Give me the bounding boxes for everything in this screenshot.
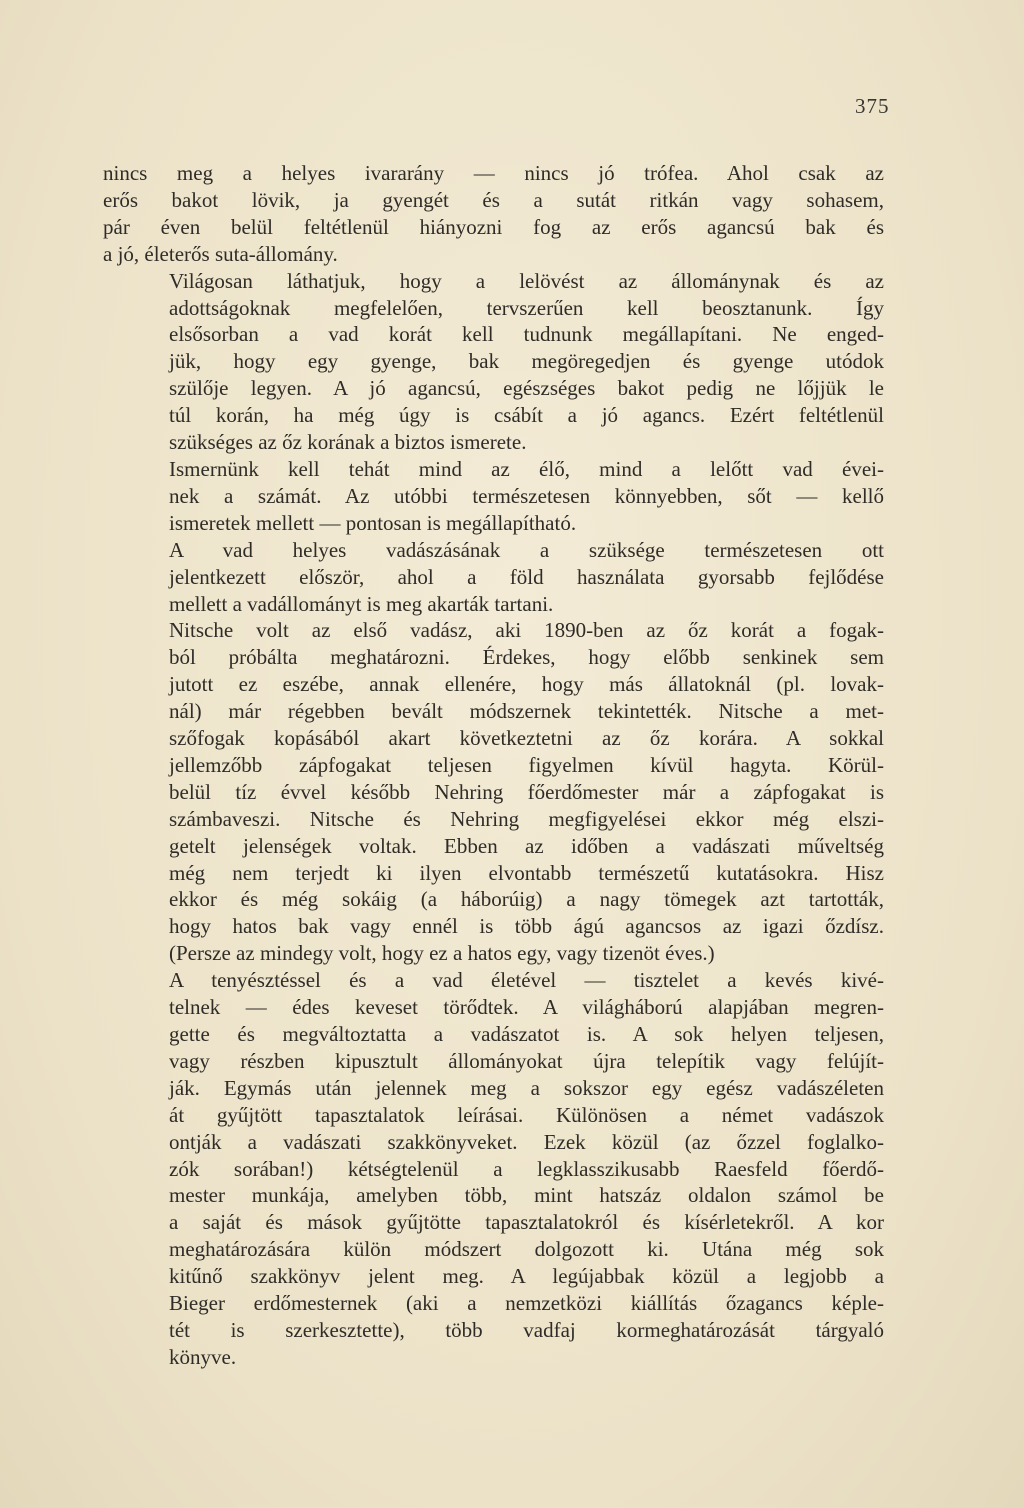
text-line: mester munkája, amelyben több, mint hatszáz oldalon számol be — [169, 1183, 884, 1208]
text-line: hogy hatos bak vagy ennél is több ágú agancsos az igazi őzdísz. — [169, 914, 884, 939]
paragraph — [103, 456, 884, 537]
text-line: jük, hogy egy gyenge, bak megöregedjen és gyenge utódok — [169, 349, 884, 374]
text-line: getelt jelenségek voltak. Ebben az időben a vadászati műveltség — [169, 833, 884, 858]
text-line: nek a számát. Az utóbbi természetesen könnyebben, sőt — kellő — [169, 483, 884, 508]
text-line: ják. Egymás után jelennek meg a sokszor egy egész vadászéleten — [169, 1075, 884, 1100]
text-line: jelentkezett először, ahol a föld használata gyorsabb fejlődése — [169, 564, 884, 589]
text-line: túl korán, ha még úgy is csábít a jó agancs. Ezért feltétlenül — [169, 403, 884, 428]
text-line: nincs meg a helyes ivararány — nincs jó trófea. Ahol csak az — [103, 161, 884, 185]
text-line: gette és megváltoztatta a vadászatot is. A sok helyen teljesen, — [169, 1022, 884, 1046]
text-line: még nem terjedt ki ilyen elvontabb természetű kutatásokra. Hisz — [169, 860, 884, 885]
text-line: telnek — édes keveset törődtek. A világháború alapjában megren- — [169, 995, 884, 1020]
text-line: szükséges az őz korának a biztos ismerete. — [169, 430, 527, 455]
text-line: nál) már régebben bevált módszernek tekintették. Nitsche a met- — [169, 699, 884, 724]
text-line: adottságoknak megfelelően, tervszerűen kell beosztanunk. Így — [169, 295, 884, 320]
paragraph — [103, 537, 884, 618]
text-line: kitűnő szakkönyv jelent meg. A legújabbak közül a legjobb a — [169, 1264, 884, 1289]
text-line: Bieger erdőmesternek (aki a nemzetközi kiállítás őzagancs képle- — [169, 1291, 884, 1316]
paragraph — [103, 617, 884, 967]
text-line: jutott ez eszébe, annak ellenére, hogy más állatoknál (pl. lovak- — [169, 672, 884, 697]
text-line: vagy részben kipusztult állományokat újra telepítik vagy felújít- — [169, 1048, 884, 1073]
text-line: szülője legyen. A jó agancsú, egészséges bakot pedig ne lőjjük le — [169, 376, 884, 401]
text-line: pár éven belül feltétlenül hiányozni fog az erős agancsú bak és — [103, 214, 884, 239]
text-line: elsősorban a vad korát kell tudnunk megállapítani. Ne enged- — [169, 322, 884, 347]
text-line: ból próbálta meghatározni. Érdekes, hogy előbb senkinek sem — [169, 645, 884, 670]
text-line: A tenyésztéssel és a vad életével — tisztelet a kevés kivé- — [169, 968, 884, 993]
text-line: számbaveszi. Nitsche és Nehring megfigyelései ekkor még elszi- — [169, 806, 884, 831]
text-line: meghatározására külön módszert dolgozott ki. Utána még sok — [169, 1237, 884, 1262]
text-line: tét is szerkesztette), több vadfaj kormeghatározását tárgyaló — [169, 1317, 884, 1342]
text-line: A vad helyes vadászásának a szüksége természetesen ott — [169, 537, 884, 562]
text-line: szőfogak kopásából akart következtetni az őz korára. A sokkal — [169, 726, 884, 751]
text-line: ismeretek mellett — pontosan is megállapítható. — [169, 510, 577, 535]
text-line: jellemzőbb zápfogakat teljesen figyelmen kívül hagyta. Körül- — [169, 752, 884, 777]
text-line: (Persze az mindegy volt, hogy ez a hatos egy, vagy tizenöt éves.) — [169, 941, 715, 966]
text-line: Világosan láthatjuk, hogy a lelövést az állománynak és az — [169, 268, 884, 293]
text-line: ontják a vadászati szakkönyveket. Ezek közül (az őzzel foglalko- — [169, 1129, 884, 1154]
text-line: Nitsche volt az első vadász, aki 1890-ben az őz korát a fogak- — [169, 618, 884, 643]
paragraph — [103, 160, 884, 268]
text-line: könyve. — [169, 1344, 237, 1369]
text-line: belül tíz évvel később Nehring főerdőmester már a zápfogakat is — [169, 779, 884, 804]
text-line: zók sorában!) kétségtelenül a legklasszikusabb Raesfeld főerdő- — [169, 1156, 884, 1181]
page-number: 375 — [855, 94, 890, 118]
text-line: át gyűjtött tapasztalatok leírásai. Különösen a német vadászok — [169, 1102, 884, 1127]
text-line: Ismernünk kell tehát mind az élő, mind a lelőtt vad évei- — [169, 456, 884, 481]
paragraph — [103, 268, 884, 456]
text-line: ekkor és még sokáig (a háborúig) a nagy tömegek azt tartották, — [169, 887, 884, 912]
text-line: a saját és mások gyűjtötte tapasztalatokról és kísérletekről. A kor — [169, 1210, 884, 1235]
body-text — [103, 160, 884, 1371]
text-line: mellett a vadállományt is meg akarták tartani. — [169, 591, 554, 616]
text-line: erős bakot lövik, ja gyengét és a sutát ritkán vagy sohasem, — [103, 187, 884, 212]
paragraph — [103, 967, 884, 1371]
text-line: a jó, életerős suta-állomány. — [103, 241, 338, 266]
